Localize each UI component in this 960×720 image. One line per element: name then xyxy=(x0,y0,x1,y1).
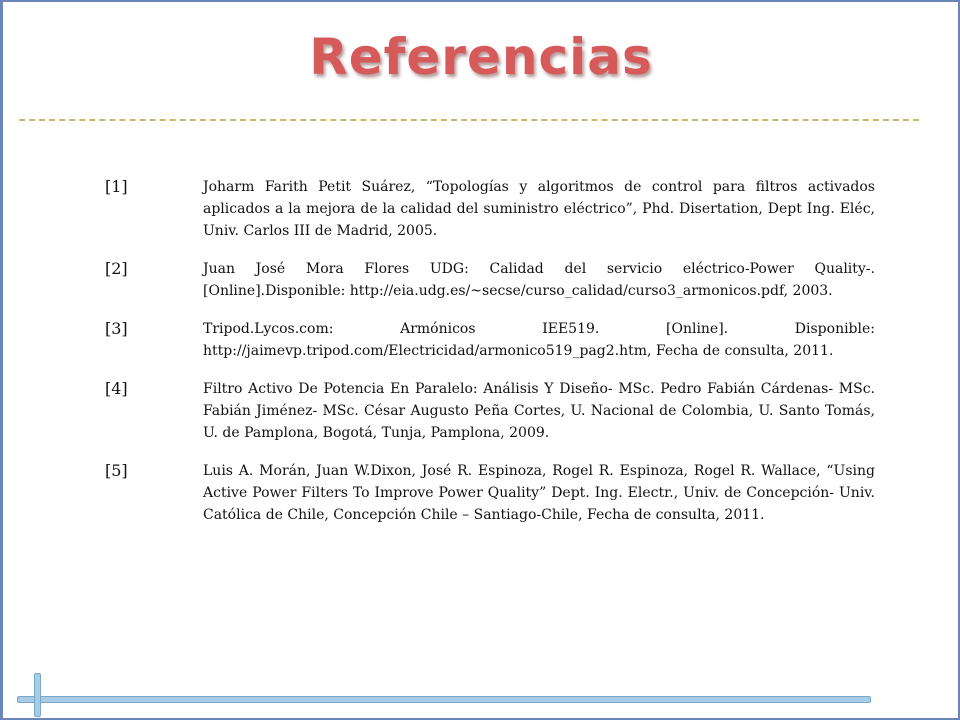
reference-item xyxy=(105,258,875,302)
reference-item xyxy=(105,176,875,242)
reference-item xyxy=(105,378,875,444)
decorative-vertical-bar xyxy=(34,673,41,717)
reference-item xyxy=(105,460,875,526)
reference-text: Tripod.Lycos.com: Armónicos IEE519. [Online]. Disponible: http://jaimevp.tripod.com/Electricidad/armonico519_pag2.htm, Fecha de consulta, 2011. xyxy=(203,321,875,359)
slide-title: Referencias xyxy=(309,28,653,86)
reference-item xyxy=(105,318,875,362)
reference-number: [5] xyxy=(105,461,128,480)
title-divider xyxy=(19,119,919,121)
reference-list xyxy=(105,176,875,542)
reference-number: [3] xyxy=(105,319,128,338)
reference-text: Filtro Activo De Potencia En Paralelo: Análisis Y Diseño- MSc. Pedro Fabián Cárdenas- MSc. Fabián Jiménez- MSc. César Augusto Peña Cortes, U. Nacional de Colombia, U. Santo Tomás, U. de Pamplona, Bogotá, Tunja, Pamplona, 2009. xyxy=(203,381,875,441)
reference-text: Joharm Farith Petit Suárez, “Topologías y algoritmos de control para filtros activados aplicados a la mejora de la calidad del suministro eléctrico”, Phd. Disertation, Dept Ing. Eléc, Univ. Carlos III de Madrid, 2005. xyxy=(203,179,875,239)
reference-text: Luis A. Morán, Juan W.Dixon, José R. Espinoza, Rogel R. Espinoza, Rogel R. Wallace, “Using Active Power Filters To Improve Power Quality” Dept. Ing. Electr., Univ. de Concepción- Univ. Católica de Chile, Concepción Chile – Santiago-Chile, Fecha de consulta, 2011. xyxy=(203,463,875,523)
decorative-horizontal-bar xyxy=(17,696,871,703)
reference-text: Juan José Mora Flores UDG: Calidad del servicio eléctrico-Power Quality-. [Online].Disponible: http://eia.udg.es/~secse/curso_calidad/curso3_armonicos.pdf, 2003. xyxy=(203,261,875,299)
reference-number: [2] xyxy=(105,259,128,278)
reference-number: [1] xyxy=(105,177,128,196)
reference-number: [4] xyxy=(105,379,128,398)
